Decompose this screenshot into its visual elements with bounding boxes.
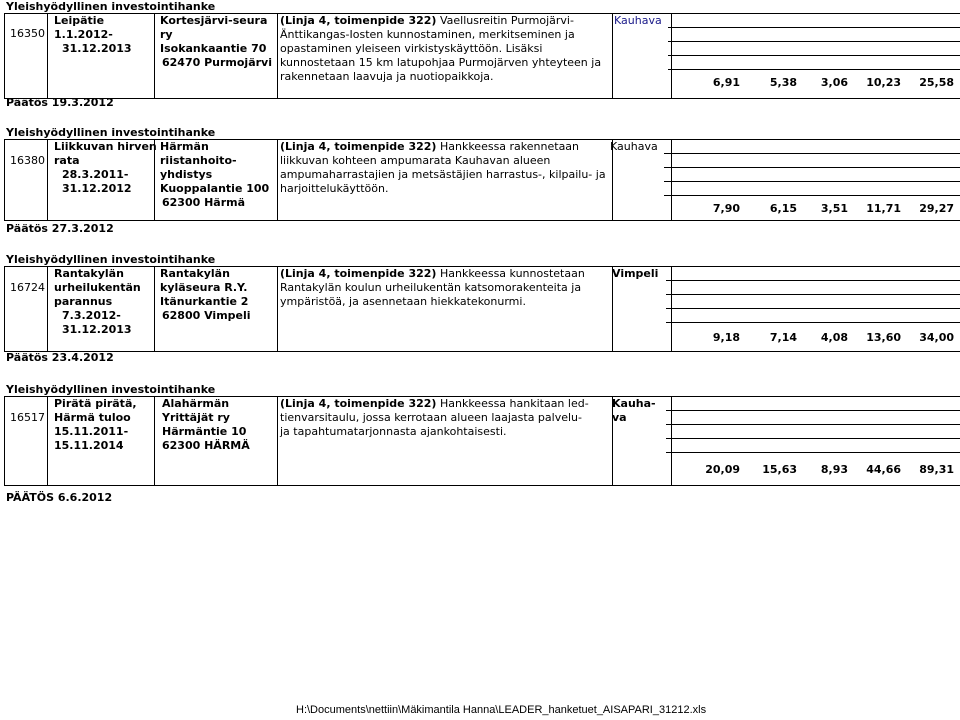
project-name-1: Pirätä pirätä,	[54, 397, 137, 410]
description-lead: (Linja 4, toimenpide 322)	[280, 397, 437, 410]
amount-5: 25,58	[919, 76, 954, 89]
project-name-3: 28.3.2011-	[62, 168, 129, 181]
applicant-5: 62300 Härmä	[162, 196, 246, 209]
amount-5: 29,27	[919, 202, 954, 215]
project-name-2: Härmä tuloo	[54, 411, 131, 424]
project-name-5: 31.12.2013	[62, 323, 132, 336]
project-name-4: 31.12.2012	[62, 182, 132, 195]
applicant-1: Rantakylän	[160, 267, 230, 280]
applicant-3: Isokankaantie 70	[160, 42, 267, 55]
description-lead: (Linja 4, toimenpide 322)	[280, 267, 437, 280]
description-text: Hankkeessa rakennetaan liikkuvan kohteen ampumarata Kauhavan alueen ampumaharrastajien ja metsästäjien harrastus-, kilpailu- ja harjoittelukäyttöön.	[280, 140, 606, 195]
amount-4: 11,71	[866, 202, 901, 215]
project-id: 16724	[10, 281, 45, 294]
project-name-3: parannus	[54, 295, 113, 308]
decision-date: Päätös 19.3.2012	[6, 96, 114, 109]
applicant-4: Kuoppalantie 100	[160, 182, 270, 195]
amount-grid	[666, 410, 960, 411]
applicant-4: 62470 Purmojärvi	[162, 56, 272, 69]
amount-4: 13,60	[866, 331, 901, 344]
project-name-1: Rantakylän	[54, 267, 124, 280]
applicant-3: Härmäntie 10	[162, 425, 247, 438]
amount-2: 6,15	[769, 202, 797, 215]
project-name-2: rata	[54, 154, 80, 167]
amount-4: 10,23	[866, 76, 901, 89]
amount-2: 5,38	[769, 76, 797, 89]
row-header: Yleishyödyllinen investointihanke	[6, 126, 216, 139]
applicant-3: yhdistys	[160, 168, 213, 181]
municipality: Vimpeli	[612, 267, 659, 280]
municipality: Kauhava	[614, 14, 662, 27]
row-header: Yleishyödyllinen investointihanke	[6, 383, 216, 396]
amount-4: 44,66	[866, 463, 901, 476]
amount-5: 34,00	[919, 331, 954, 344]
project-name-3: 31.12.2013	[62, 42, 132, 55]
description-lead: (Linja 4, toimenpide 322)	[280, 14, 437, 27]
applicant-4: 62800 Vimpeli	[162, 309, 251, 322]
project-name-3: 15.11.2011-	[54, 425, 129, 438]
amount-1: 6,91	[712, 76, 740, 89]
description-text: Hankkeessa hankitaan led-tienvarsitaulu, jossa kerrotaan alueen laajasta palvelu- ja tapahtumatarjonnasta ajankohtaisesti.	[280, 397, 589, 438]
decision-date: PÄÄTÖS 6.6.2012	[6, 491, 113, 504]
applicant-2: kyläseura R.Y.	[160, 281, 248, 294]
project-name-1: Liikkuvan hirven	[54, 140, 157, 153]
project-id: 16380	[10, 154, 45, 167]
applicant-2: riistanhoito-	[160, 154, 237, 167]
applicant-2: Yrittäjät ry	[162, 411, 230, 424]
applicant-1: Kortesjärvi-seura	[160, 14, 268, 27]
project-description	[280, 397, 590, 439]
applicant-4: 62300 HÄRMÄ	[162, 439, 250, 452]
decision-date: Päätös 23.4.2012	[6, 351, 114, 364]
project-name-1: Leipätie	[54, 14, 105, 27]
project-name-4: 7.3.2012-	[62, 309, 121, 322]
description-text: Hankkeessa kunnostetaan Rantakylän koulun urheilukentän katsomorakenteita ja ympäristöä, ja asennetaan hiekkatekonurmi.	[280, 267, 585, 308]
amount-grid	[668, 27, 960, 28]
file-path-footer: H:\Documents\nettiin\Mäkimantila Hanna\LEADER_hanketuet_AISAPARI_31212.xls	[296, 704, 707, 716]
amount-grid	[664, 153, 960, 154]
applicant-3: Itänurkantie 2	[160, 295, 249, 308]
project-name-4: 15.11.2014	[54, 439, 124, 452]
project-id: 16350	[10, 27, 45, 40]
description-lead: (Linja 4, toimenpide 322)	[280, 140, 437, 153]
amount-3: 8,93	[820, 463, 848, 476]
amount-1: 20,09	[705, 463, 740, 476]
applicant-1: Alahärmän	[162, 397, 230, 410]
project-description	[280, 14, 610, 84]
amount-3: 4,08	[820, 331, 848, 344]
amount-1: 9,18	[712, 331, 740, 344]
row-header: Yleishyödyllinen investointihanke	[6, 253, 216, 266]
amount-2: 7,14	[769, 331, 797, 344]
project-name-2: 1.1.2012-	[54, 28, 113, 41]
decision-date: Päätös 27.3.2012	[6, 222, 114, 235]
amount-grid	[666, 280, 960, 281]
row-header: Yleishyödyllinen investointihanke	[6, 0, 216, 13]
amount-5: 89,31	[919, 463, 954, 476]
amount-3: 3,51	[820, 202, 848, 215]
description-text: Vaellusreitin Purmojärvi-Änttikangas-Iosten kunnostaminen, merkitseminen ja opastaminen yleiseen virkistyskäyttöön. Lisäksi kunnostetaan 15 km latupohjaa Purmojärven yhteyteen ja rakennetaan laavuja ja nuotiopaikkoja.	[280, 14, 602, 83]
project-name-2: urheilukentän	[54, 281, 141, 294]
project-id: 16517	[10, 411, 45, 424]
project-description	[280, 267, 610, 309]
amount-3: 3,06	[820, 76, 848, 89]
applicant-2: ry	[160, 28, 173, 41]
amount-1: 7,90	[712, 202, 740, 215]
amount-2: 15,63	[762, 463, 797, 476]
applicant-1: Härmän	[160, 140, 209, 153]
municipality: Kauha-va	[612, 397, 656, 424]
project-description	[280, 140, 610, 196]
municipality: Kauhava	[610, 140, 658, 153]
